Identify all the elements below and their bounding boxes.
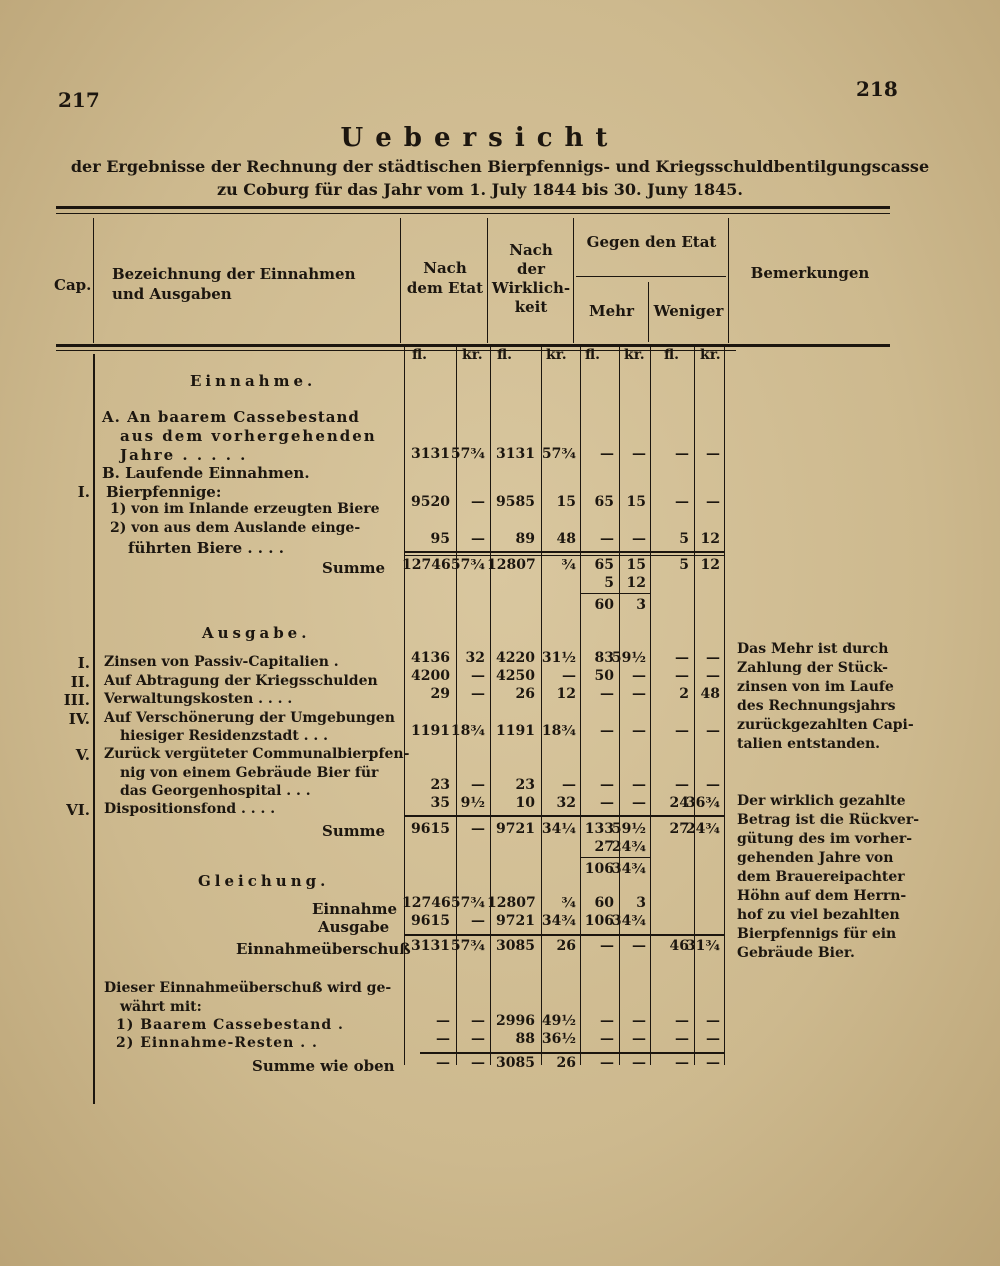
- value-r2-mehr-fl: 65: [594, 494, 614, 510]
- value-z7-etat-fl: 35: [430, 795, 450, 811]
- value-d4-wirk-fl: 88: [515, 1031, 535, 1047]
- top-thin-rule: [56, 213, 890, 214]
- remark-1-line: Zahlung der Stück-: [737, 660, 888, 676]
- value-s2-weniger-fl: 27: [669, 821, 689, 837]
- value-z4-mehr-kr: —: [632, 723, 646, 739]
- value-r2-weniger-kr: —: [706, 494, 720, 510]
- value-z2-wirk-kr: —: [562, 668, 576, 684]
- col-rule-etat: [400, 218, 401, 343]
- label-verschoenerung: Auf Verschönerung der Umgebungen: [104, 710, 395, 726]
- value-z2-weniger-kr: —: [706, 668, 720, 684]
- remark-1-line: des Rechnungsjahrs: [737, 698, 896, 714]
- label-dispositionsfond: Dispositionsfond . . . .: [104, 801, 276, 817]
- col-rule-gegen: [573, 218, 574, 343]
- value-d4-mehr-kr: —: [632, 1031, 646, 1047]
- cap-ausgabe-III: III.: [63, 691, 90, 709]
- value-z4-weniger-fl: —: [675, 723, 689, 739]
- value-s1-weniger-fl: 5: [679, 557, 689, 573]
- value-s2-mehr-kr: 59½: [611, 821, 646, 837]
- value-r3-weniger-fl: 5: [679, 531, 689, 547]
- remark-1-line: zurückgezahlten Capi-: [737, 717, 914, 733]
- cap-einnahme-I: I.: [77, 483, 90, 501]
- value-z4-etat-fl: 1191: [411, 723, 450, 739]
- value-s2c-mehr-kr: 34¾: [611, 861, 646, 877]
- value-d4-wirk-kr: 36½: [541, 1031, 576, 1047]
- header-etat-1: Nach: [423, 259, 467, 277]
- header-bez-2: und Ausgaben: [112, 285, 232, 303]
- value-z2-weniger-fl: —: [675, 668, 689, 684]
- header-wirk-2: der: [517, 260, 545, 278]
- value-z3-wirk-kr: 12: [556, 686, 576, 702]
- label-a2: aus dem vorhergehenden: [120, 427, 377, 445]
- remark-1-line: talien entstanden.: [737, 736, 881, 752]
- value-d3-wirk-fl: 2996: [496, 1013, 535, 1029]
- unit-fl-mehr: fl.: [585, 347, 601, 363]
- sum-rule-4: [420, 1052, 724, 1054]
- value-s3-etat-fl: —: [436, 1055, 450, 1071]
- remark-2-line: gehenden Jahre von: [737, 850, 894, 866]
- remark-1-line: zinsen von im Laufe: [737, 679, 894, 695]
- value-z3-etat-fl: 29: [430, 686, 450, 702]
- label-b1: B. Laufende Einnahmen.: [102, 464, 310, 482]
- value-d4-etat-kr: —: [471, 1031, 485, 1047]
- body-rule-left: [93, 354, 95, 1104]
- value-s3-etat-kr: —: [471, 1055, 485, 1071]
- value-s2-etat-fl: 9615: [411, 821, 450, 837]
- value-s1-etat-fl: 12746: [402, 557, 451, 573]
- header-weniger: Weniger: [653, 302, 724, 320]
- value-s2b-mehr-kr: 24¾: [611, 839, 646, 855]
- value-r1-weniger-kr: —: [706, 446, 720, 462]
- remark-2-line: Gebräude Bier.: [737, 945, 855, 961]
- value-d3-weniger-fl: —: [675, 1013, 689, 1029]
- sum-rule-1: [404, 551, 724, 553]
- label-georgenhospital: das Georgenhospital . . .: [120, 783, 311, 799]
- top-thick-rule: [56, 206, 890, 209]
- value-z3-mehr-fl: —: [600, 686, 614, 702]
- sum-rule-2: [404, 815, 724, 817]
- value-s1-wirk-kr: ¾: [561, 557, 576, 573]
- col-rule-cap: [93, 218, 94, 343]
- remark-2-line: hof zu viel bezahlten: [737, 907, 900, 923]
- value-s1-mehr-kr: 15: [626, 557, 646, 573]
- value-g1-mehr-fl: 60: [594, 895, 614, 911]
- remark-2-line: Der wirklich gezahlte: [737, 793, 906, 809]
- label-summe-einnahme: Summe: [322, 559, 386, 577]
- value-r3-etat-kr: —: [471, 531, 485, 547]
- label-dieser-ueberschuss: Dieser Einnahmeüberschuß wird ge-: [104, 980, 392, 996]
- value-r3-mehr-kr: —: [632, 531, 646, 547]
- value-z7-weniger-fl: 24: [669, 795, 689, 811]
- header-bemerkungen: Bemerkungen: [750, 264, 870, 282]
- value-z6-weniger-fl: —: [675, 777, 689, 793]
- label-bierpfennige: Bierpfennige:: [106, 483, 222, 501]
- value-z6-weniger-kr: —: [706, 777, 720, 793]
- value-g3-mehr-kr: —: [632, 938, 646, 954]
- section-ausgabe: Ausgabe.: [202, 624, 311, 642]
- value-z7-mehr-fl: —: [600, 795, 614, 811]
- label-gl-einnahme: Einnahme: [312, 900, 397, 918]
- value-r2-wirk-kr: 15: [556, 494, 576, 510]
- label-a3: Jahre . . . . .: [120, 446, 248, 464]
- header-cap: Cap.: [54, 276, 92, 294]
- value-g1-etat-fl: 12746: [402, 895, 451, 911]
- value-r1-etat-fl: 3131: [411, 446, 450, 462]
- value-s1-mehr-fl: 65: [594, 557, 614, 573]
- section-gleichung: Gleichung.: [198, 872, 330, 890]
- value-z4-mehr-fl: —: [600, 723, 614, 739]
- label-verwaltung: Verwaltungskosten . . . .: [104, 691, 293, 707]
- value-z2-mehr-fl: 50: [594, 668, 614, 684]
- value-g3-wirk-kr: 26: [556, 938, 576, 954]
- value-z3-mehr-kr: —: [632, 686, 646, 702]
- label-b-ausland-2: führten Biere . . . .: [128, 539, 284, 557]
- value-s1c-mehr-kr: 3: [636, 597, 646, 613]
- header-wirk-4: keit: [514, 298, 548, 316]
- remark-2-line: Betrag ist die Rückver-: [737, 812, 920, 828]
- header-gegen-etat: Gegen den Etat: [586, 233, 717, 251]
- value-z1-weniger-fl: —: [675, 650, 689, 666]
- value-s2-wirk-kr: 34¼: [541, 821, 576, 837]
- value-z3-weniger-kr: 48: [700, 686, 720, 702]
- value-r2-etat-kr: —: [471, 494, 485, 510]
- value-g3-wirk-fl: 3085: [496, 938, 535, 954]
- header-bez-1: Bezeichnung der Einnahmen: [112, 265, 356, 283]
- value-r3-weniger-kr: 12: [700, 531, 720, 547]
- value-g1-wirk-kr: ¾: [561, 895, 576, 911]
- value-z6-etat-kr: —: [471, 777, 485, 793]
- value-r1-weniger-fl: —: [675, 446, 689, 462]
- value-s2-mehr-fl: 133: [584, 821, 614, 837]
- value-r2-etat-fl: 9520: [411, 494, 450, 510]
- section-einnahme: Einnahme.: [190, 372, 317, 390]
- subtitle-line-2: zu Coburg für das Jahr vom 1. July 1844 bis 30. Juny 1845.: [217, 180, 743, 199]
- value-z4-etat-kr: 18¾: [450, 723, 485, 739]
- unit-kr-etat: kr.: [462, 347, 483, 363]
- value-r2-mehr-kr: 15: [626, 494, 646, 510]
- value-g2-mehr-kr: 34¾: [611, 913, 646, 929]
- value-z3-etat-kr: —: [471, 686, 485, 702]
- value-z4-wirk-fl: 1191: [496, 723, 535, 739]
- value-z7-wirk-kr: 32: [556, 795, 576, 811]
- value-z1-wirk-fl: 4220: [496, 650, 535, 666]
- value-g2-wirk-fl: 9721: [496, 913, 535, 929]
- value-z4-wirk-kr: 18¾: [541, 723, 576, 739]
- remark-2-line: Höhn auf dem Herrn-: [737, 888, 907, 904]
- remark-2-line: Bierpfennigs für ein: [737, 926, 897, 942]
- label-gewaehrt: währt mit:: [120, 999, 202, 1015]
- header-wirk-1: Nach: [509, 241, 553, 259]
- label-b-inland: 1) von im Inlande erzeugten Biere: [110, 501, 380, 517]
- label-residenzstadt: hiesiger Residenzstadt . . .: [120, 728, 329, 744]
- value-z2-mehr-kr: —: [632, 668, 646, 684]
- value-s3-mehr-fl: —: [600, 1055, 614, 1071]
- header-etat-2: dem Etat: [406, 279, 484, 297]
- value-z6-etat-fl: 23: [430, 777, 450, 793]
- value-z1-weniger-kr: —: [706, 650, 720, 666]
- label-gl-ausgabe: Ausgabe: [318, 918, 390, 936]
- value-z6-mehr-kr: —: [632, 777, 646, 793]
- value-s3-wirk-fl: 3085: [496, 1055, 535, 1071]
- cap-ausgabe-II: II.: [70, 673, 90, 691]
- label-zinsen: Zinsen von Passiv-Capitalien .: [104, 654, 339, 670]
- sum-rule-3: [404, 934, 724, 936]
- label-reste: 2) Einnahme-Resten . .: [116, 1035, 318, 1051]
- header-mehr: Mehr: [589, 302, 634, 320]
- value-d4-weniger-kr: —: [706, 1031, 720, 1047]
- value-s1-etat-kr: 57¾: [450, 557, 485, 573]
- value-r3-mehr-fl: —: [600, 531, 614, 547]
- value-g2-wirk-kr: 34¾: [541, 913, 576, 929]
- sum-rule-1c: [580, 593, 650, 594]
- value-r1-wirk-kr: 57¾: [541, 446, 576, 462]
- value-s2-weniger-kr: 24¾: [685, 821, 720, 837]
- value-z1-wirk-kr: 31½: [541, 650, 576, 666]
- value-d3-etat-fl: —: [436, 1013, 450, 1029]
- cap-ausgabe-VI: VI.: [66, 801, 90, 819]
- value-g2-mehr-fl: 106: [584, 913, 614, 929]
- page-number-right: 218: [856, 77, 898, 101]
- value-g2-etat-kr: —: [471, 913, 485, 929]
- value-s2b-mehr-fl: 27: [594, 839, 614, 855]
- value-s2-etat-kr: —: [471, 821, 485, 837]
- value-r2-wirk-fl: 9585: [496, 494, 535, 510]
- document-title: Uebersicht: [340, 123, 620, 153]
- value-z2-etat-kr: —: [471, 668, 485, 684]
- col-rule-bemerk: [728, 218, 729, 343]
- value-z2-wirk-fl: 4250: [496, 668, 535, 684]
- value-g3-etat-kr: 57¾: [450, 938, 485, 954]
- value-z1-mehr-kr: 59½: [611, 650, 646, 666]
- value-z1-etat-fl: 4136: [411, 650, 450, 666]
- label-gebraeude: nig von einem Gebräude Bier für: [120, 765, 379, 781]
- value-s1-wirk-fl: 12807: [487, 557, 536, 573]
- value-s3-wirk-kr: 26: [556, 1055, 576, 1071]
- value-d3-mehr-kr: —: [632, 1013, 646, 1029]
- unit-fl-etat: fl.: [412, 347, 428, 363]
- body-rule-right: [724, 345, 725, 1065]
- cap-ausgabe-I: I.: [77, 654, 90, 672]
- value-r1-wirk-fl: 3131: [496, 446, 535, 462]
- value-s1b-mehr-fl: 5: [604, 575, 614, 591]
- subtitle-line-1: der Ergebnisse der Rechnung der städtischen Bierpfennigs- und Kriegsschuldbentilgungscasse: [70, 157, 930, 176]
- label-communalbier: Zurück vergüteter Communalbierpfen-: [104, 746, 410, 762]
- cap-ausgabe-V: V.: [75, 746, 90, 764]
- value-z3-wirk-fl: 26: [515, 686, 535, 702]
- sum-rule-2c: [580, 857, 650, 858]
- remark-1-line: Das Mehr ist durch: [737, 641, 889, 657]
- value-s1b-mehr-kr: 12: [626, 575, 646, 591]
- unit-fl-weniger: fl.: [664, 347, 680, 363]
- sum-rule-1b: [404, 555, 724, 556]
- value-z4-weniger-kr: —: [706, 723, 720, 739]
- value-s1c-mehr-fl: 60: [594, 597, 614, 613]
- value-d4-mehr-fl: —: [600, 1031, 614, 1047]
- value-s2-wirk-fl: 9721: [496, 821, 535, 837]
- value-r1-etat-kr: 57¾: [450, 446, 485, 462]
- value-r3-wirk-kr: 48: [556, 531, 576, 547]
- value-r1-mehr-fl: —: [600, 446, 614, 462]
- remark-2-line: gütung des im vorher-: [737, 831, 913, 847]
- value-g2-etat-fl: 9615: [411, 913, 450, 929]
- unit-kr-mehr: kr.: [624, 347, 645, 363]
- value-g3-etat-fl: 3131: [411, 938, 450, 954]
- value-r2-weniger-fl: —: [675, 494, 689, 510]
- unit-kr-wirk: kr.: [546, 347, 567, 363]
- label-baarem: 1) Baarem Cassebestand .: [116, 1017, 344, 1033]
- value-d4-weniger-fl: —: [675, 1031, 689, 1047]
- value-s1-weniger-kr: 12: [700, 557, 720, 573]
- label-kriegsschulden: Auf Abtragung der Kriegsschulden: [104, 673, 378, 689]
- value-z6-wirk-fl: 23: [515, 777, 535, 793]
- gegen-etat-rule: [576, 276, 726, 277]
- value-d3-weniger-kr: —: [706, 1013, 720, 1029]
- label-a1: A. An baarem Cassebestand: [102, 408, 360, 426]
- remark-2-line: dem Brauereipachter: [737, 869, 905, 885]
- value-z7-mehr-kr: —: [632, 795, 646, 811]
- value-s3-weniger-fl: —: [675, 1055, 689, 1071]
- value-r3-etat-fl: 95: [430, 531, 450, 547]
- label-summe-ausgabe: Summe: [322, 822, 386, 840]
- remark-block-1: [737, 640, 914, 754]
- value-g3-weniger-kr: 31¾: [685, 938, 720, 954]
- value-s3-mehr-kr: —: [632, 1055, 646, 1071]
- value-z6-wirk-kr: —: [562, 777, 576, 793]
- value-s3-weniger-kr: —: [706, 1055, 720, 1071]
- label-gl-ueberschuss: Einnahmeüberschuß: [236, 940, 411, 958]
- value-z1-mehr-fl: 83: [594, 650, 614, 666]
- value-g1-mehr-kr: 3: [636, 895, 646, 911]
- value-d3-etat-kr: —: [471, 1013, 485, 1029]
- value-s2c-mehr-fl: 106: [584, 861, 614, 877]
- remark-block-2: [737, 792, 919, 963]
- value-d3-mehr-fl: —: [600, 1013, 614, 1029]
- value-r3-wirk-fl: 89: [515, 531, 535, 547]
- page-number-left: 217: [58, 88, 100, 112]
- unit-kr-weniger: kr.: [700, 347, 721, 363]
- value-z7-etat-kr: 9½: [460, 795, 485, 811]
- value-z7-weniger-kr: 36¾: [685, 795, 720, 811]
- value-z1-etat-kr: 32: [465, 650, 485, 666]
- unit-fl-wirk: fl.: [497, 347, 513, 363]
- value-z2-etat-fl: 4200: [411, 668, 450, 684]
- label-b-ausland: 2) von aus dem Auslande einge-: [110, 520, 361, 536]
- value-d3-wirk-kr: 49½: [541, 1013, 576, 1029]
- value-r1-mehr-kr: —: [632, 446, 646, 462]
- value-z7-wirk-fl: 10: [515, 795, 535, 811]
- value-g3-mehr-fl: —: [600, 938, 614, 954]
- value-g1-wirk-fl: 12807: [487, 895, 536, 911]
- value-g3-weniger-fl: 46: [669, 938, 689, 954]
- header-wirk-3: Wirklich-: [491, 279, 571, 297]
- value-z6-mehr-fl: —: [600, 777, 614, 793]
- label-summe-wie-oben: Summe wie oben: [252, 1057, 395, 1075]
- value-d4-etat-fl: —: [436, 1031, 450, 1047]
- cap-ausgabe-IV: IV.: [68, 710, 90, 728]
- value-g1-etat-kr: 57¾: [450, 895, 485, 911]
- value-z3-weniger-fl: 2: [679, 686, 689, 702]
